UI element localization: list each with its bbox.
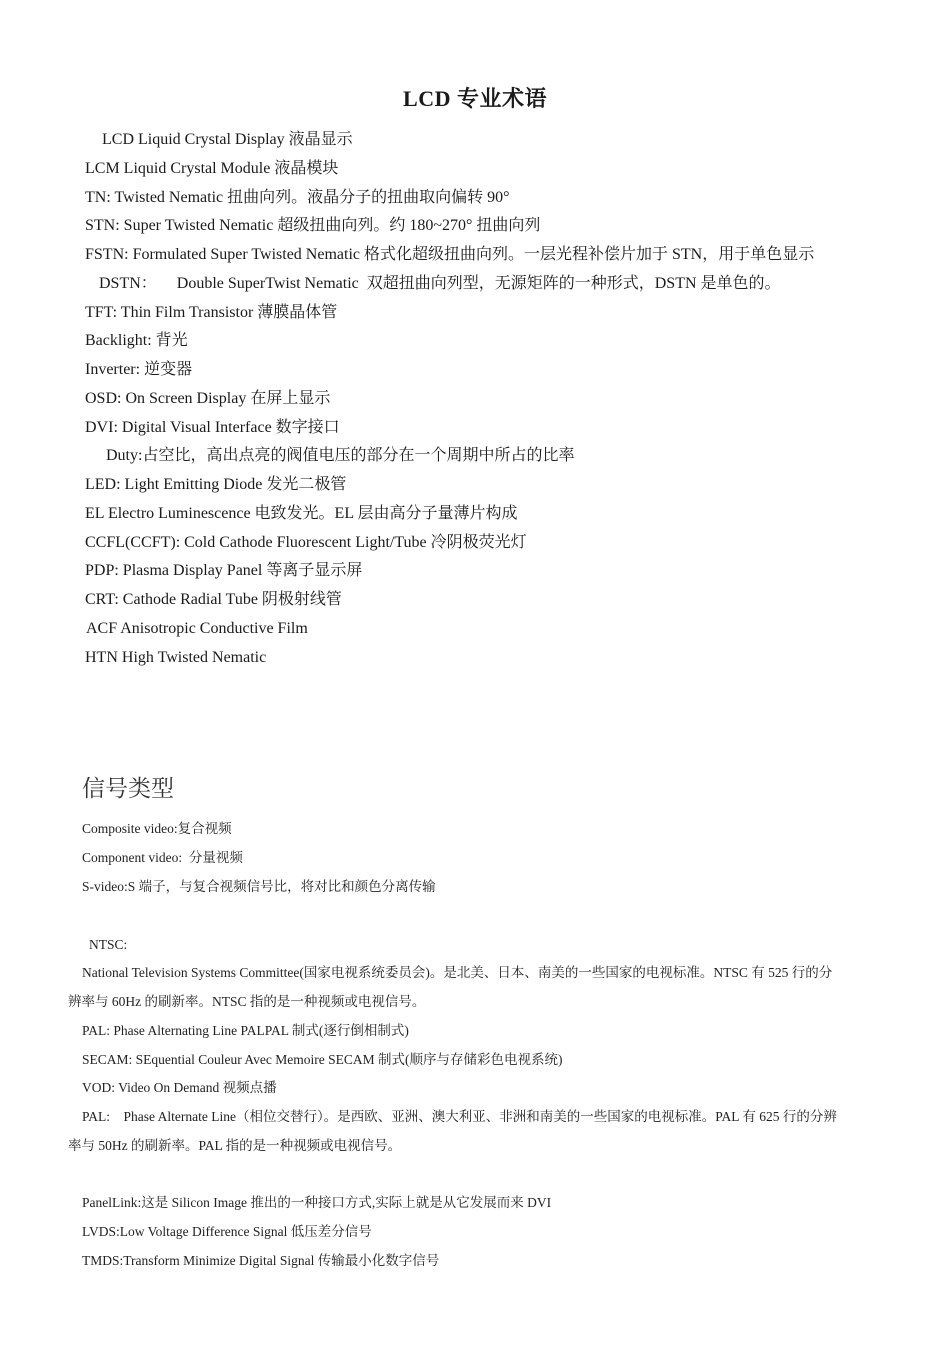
term-fstn: FSTN: Formulated Super Twisted Nematic 格式化超级扭曲向列。一层光程补偿片加于 STN，用于单色显示 xyxy=(85,246,815,263)
page-title: LCD 专业术语 xyxy=(403,86,547,111)
signal-line-vod: VOD: Video On Demand 视频点播 xyxy=(82,1080,277,1095)
signal-line-tmds: TMDS:Transform Minimize Digital Signal 传输最小化数字信号 xyxy=(82,1253,440,1268)
signal-line-component: Component video: 分量视频 xyxy=(82,850,243,865)
signal-line-pal: PAL: Phase Alternating Line PALPAL 制式(逐行倒相制式) xyxy=(82,1023,409,1038)
signal-line-secam: SECAM: SEquential Couleur Avec Memoire SECAM 制式(顺序与存储彩色电视系统) xyxy=(82,1052,563,1067)
term-tn: TN: Twisted Nematic 扭曲向列。液晶分子的扭曲取向偏转 90° xyxy=(85,189,510,206)
term-crt: CRT: Cathode Radial Tube 阴极射线管 xyxy=(85,591,342,608)
term-ccfl: CCFL(CCFT): Cold Cathode Fluorescent Light/Tube 冷阴极荧光灯 xyxy=(85,534,527,551)
term-duty: Duty:占空比，高出点亮的阀值电压的部分在一个周期中所占的比率 xyxy=(106,447,575,464)
term-dstn: DSTN： Double SuperTwist Nematic 双超扭曲向列型，无源矩阵的一种形式，DSTN 是单色的。 xyxy=(99,275,781,292)
term-lcm: LCM Liquid Crystal Module 液晶模块 xyxy=(85,160,339,177)
term-acf: ACF Anisotropic Conductive Film xyxy=(86,620,308,637)
term-dvi: DVI: Digital Visual Interface 数字接口 xyxy=(85,419,340,436)
signal-line-pal-desc-2: 率与 50Hz 的刷新率。PAL 指的是一种视频或电视信号。 xyxy=(68,1138,402,1153)
term-osd: OSD: On Screen Display 在屏上显示 xyxy=(85,390,331,407)
term-tft: TFT: Thin Film Transistor 薄膜晶体管 xyxy=(85,304,338,321)
term-stn: STN: Super Twisted Nematic 超级扭曲向列。约 180~270° 扭曲向列 xyxy=(85,217,541,234)
signal-line-ntsc-desc-1: National Television Systems Committee(国家电视系统委员会)。是北美、日本、南美的一些国家的电视标准。NTSC 有 525 行的分 xyxy=(82,965,833,980)
signal-line-ntsc-desc-2: 辨率与 60Hz 的刷新率。NTSC 指的是一种视频或电视信号。 xyxy=(68,994,426,1009)
signal-line-lvds: LVDS:Low Voltage Difference Signal 低压差分信号 xyxy=(82,1224,372,1239)
term-lcd: LCD Liquid Crystal Display 液晶显示 xyxy=(102,131,353,148)
signal-line-panellink: PanelLink:这是 Silicon Image 推出的一种接口方式,实际上就是从它发展而来 DVI xyxy=(82,1195,552,1210)
signal-line-pal-desc-1: PAL: Phase Alternate Line（相位交替行）。是西欧、亚洲、澳大利亚、非洲和南美的一些国家的电视标准。PAL 有 625 行的分辨 xyxy=(82,1109,837,1124)
term-led: LED: Light Emitting Diode 发光二极管 xyxy=(85,476,347,493)
signal-line-svideo: S-video:S 端子，与复合视频信号比，将对比和颜色分离传输 xyxy=(82,879,436,894)
signal-line-composite: Composite video:复合视频 xyxy=(82,821,232,836)
term-htn: HTN High Twisted Nematic xyxy=(85,649,267,666)
signal-line-ntsc-label: NTSC: xyxy=(89,937,128,952)
term-inverter: Inverter: 逆变器 xyxy=(85,361,193,378)
section-heading-signal-types: 信号类型 xyxy=(82,776,174,801)
term-backlight: Backlight: 背光 xyxy=(85,332,188,349)
term-pdp: PDP: Plasma Display Panel 等离子显示屏 xyxy=(85,562,363,579)
term-el: EL Electro Luminescence 电致发光。EL 层由高分子量薄片构成 xyxy=(85,505,518,522)
